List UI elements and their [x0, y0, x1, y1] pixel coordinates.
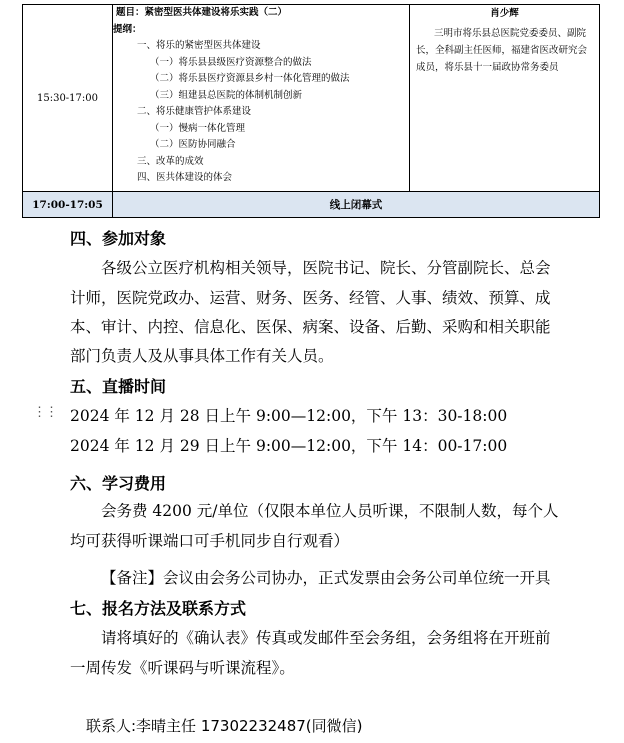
outline-item: （一）将乐县县级医疗资源整合的做法	[150, 56, 312, 68]
registration-line: 一周传发《听课码与听课流程》。	[70, 659, 295, 677]
participants-line: 各级公立医疗机构相关领导，医院书记、院长、分管副院长、总会	[101, 259, 551, 277]
outline-item: （一）慢病一体化管理	[150, 122, 246, 134]
participants-line: 本、审计、内控、信息化、医保、病案、设备、后勤、采购和相关职能	[70, 318, 551, 336]
section-heading-registration: 七、报名方法及联系方式	[70, 599, 247, 618]
outline-item: 一、将乐的紧密型医共体建设	[137, 40, 261, 51]
participants-line: 计师，医院党政办、运营、财务、医务、经管、人事、绩效、预算、成	[70, 289, 551, 307]
fee-note: 【备注】会议由会务公司协办，正式发票由会务公司单位统一开具	[101, 569, 551, 587]
speaker-name: 肖少辉	[490, 8, 519, 19]
session-agenda	[113, 5, 410, 192]
outline-item: 四、医共体建设的体会	[137, 172, 233, 183]
live-time-line: 2024 年 12 月 29 日上午 9:00—12:00，下午 14：00-17:00	[70, 437, 508, 455]
outline-item: （二）将乐县医疗资源县乡村一体化管理的做法	[150, 73, 350, 84]
session-title: 题目：紧密型医共体建设将乐实践（二）	[116, 7, 288, 18]
registration-line: 请将填好的《确认表》传真或发邮件至会务组，会务组将在开班前	[101, 629, 551, 647]
participants-line: 部门负责人及从事具体工作有关人员。	[70, 347, 334, 365]
drag-handle-icon[interactable]: ⋮⋮	[33, 405, 57, 420]
closing-row	[23, 192, 600, 218]
section-heading-live-time: 五、直播时间	[70, 377, 167, 396]
speaker-cell	[410, 5, 600, 192]
contact-info: 联系人:李晴主任 17302232487(同微信)	[86, 717, 363, 735]
fee-line: 均可获得听课端口可手机同步自行观看）	[70, 532, 350, 550]
schedule-table	[22, 4, 600, 218]
section-heading-fee: 六、学习费用	[70, 474, 167, 493]
schedule-row	[23, 5, 600, 192]
fee-line: 会务费 4200 元/单位（仅限本单位人员听课，不限制人数，每个人	[101, 502, 559, 520]
live-time-line: 2024 年 12 月 28 日上午 9:00—12:00，下午 13：30-18:00	[70, 407, 508, 425]
outline-item: （三）组建县总医院的体制机制创新	[150, 89, 303, 101]
closing-time: 17:00-17:05	[23, 192, 113, 218]
speaker-bio: 三明市将乐县总医院党委委员、副院长，全科副主任医师，福建省医改研究会成员，将乐县十一届政协常务委员	[416, 28, 588, 73]
outline-item: （二）医防协同融合	[150, 139, 236, 150]
outline-item: 二、将乐健康管护体系建设	[137, 106, 252, 117]
outline-item: 三、改革的成效	[137, 155, 204, 167]
section-heading-participants: 四、参加对象	[70, 229, 167, 248]
outline-label: 提纲：	[113, 23, 142, 35]
session-time: 15:30-17:00	[23, 5, 113, 192]
closing-label: 线上闭幕式	[113, 192, 600, 218]
